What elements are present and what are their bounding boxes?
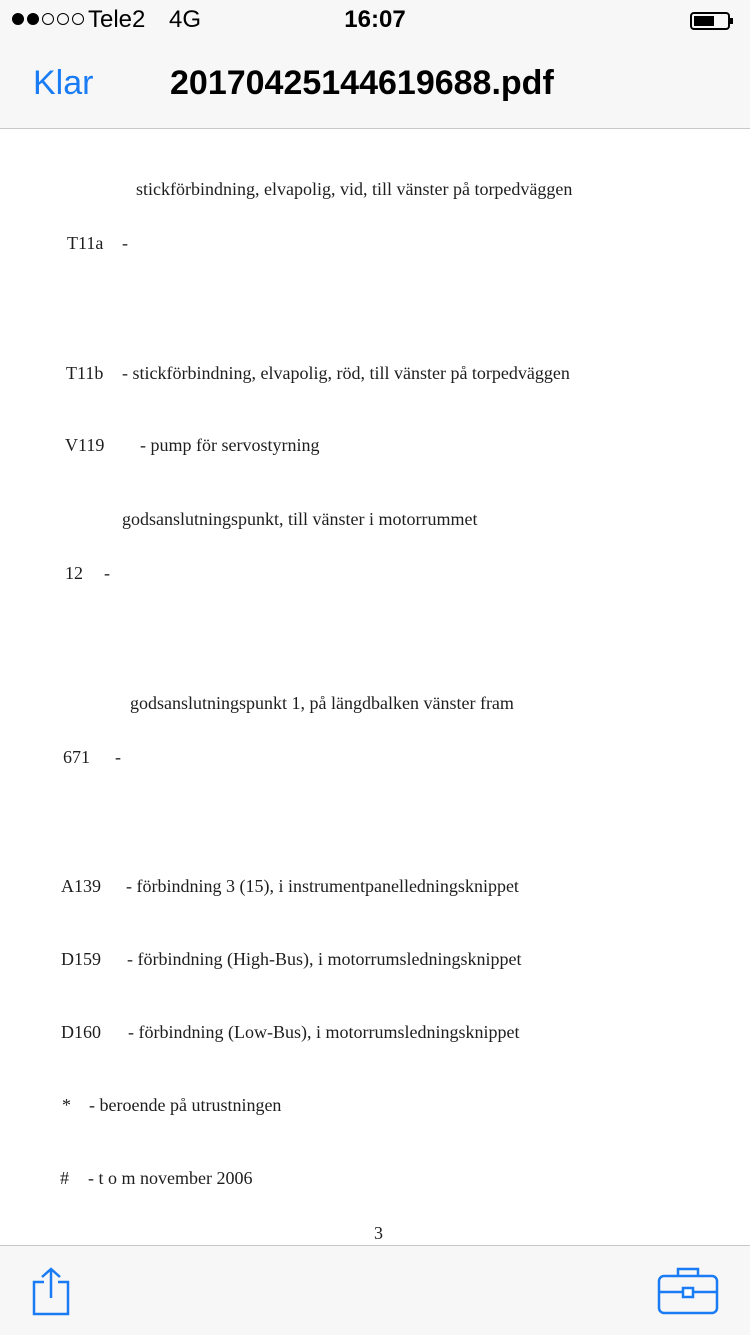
network-type: 4G (169, 6, 202, 33)
doc-line: T11b (66, 363, 104, 383)
doc-line: # (60, 1168, 69, 1188)
doc-line: A139 (61, 876, 101, 896)
document-title: 20170425144619688.pdf (170, 64, 554, 102)
carrier-name: Tele2 (88, 6, 146, 33)
battery-icon (690, 12, 734, 30)
bottom-toolbar (0, 1245, 750, 1335)
doc-line: godsanslutningspunkt 1, på längdbalken vänster fram (130, 693, 514, 713)
done-button[interactable]: Klar (33, 64, 94, 102)
doc-line: - beroende på utrustningen (89, 1095, 282, 1115)
doc-line: T11a (67, 233, 104, 253)
doc-line: - t o m november 2006 (88, 1168, 253, 1188)
navigation-bar (0, 40, 750, 129)
doc-line: - stickförbindning, elvapolig, röd, till vänster på torpedväggen (122, 363, 570, 383)
doc-line: V119 (65, 435, 105, 455)
doc-line: 12 (65, 563, 83, 583)
doc-line: - förbindning 3 (15), i instrumentpanelledningsknippet (126, 876, 519, 896)
doc-line: - pump för servostyrning (140, 435, 320, 455)
status-bar (0, 0, 750, 40)
doc-line: 671 (63, 747, 90, 767)
page-number: 3 (374, 1223, 383, 1243)
doc-line: - (122, 233, 128, 253)
doc-line: * (62, 1095, 71, 1115)
pdf-page[interactable] (0, 129, 750, 1245)
doc-line: - förbindning (High-Bus), i motorrumsledningsknippet (127, 949, 522, 969)
doc-line: - förbindning (Low-Bus), i motorrumsledningsknippet (128, 1022, 520, 1042)
toolbox-icon[interactable] (656, 1264, 720, 1316)
doc-line: stickförbindning, elvapolig, vid, till vänster på torpedväggen (136, 179, 573, 199)
clock: 16:07 (344, 6, 406, 33)
doc-line: - (115, 747, 121, 767)
doc-line: godsanslutningspunkt, till vänster i motorrummet (122, 509, 478, 529)
doc-line: D159 (61, 949, 101, 969)
doc-line: D160 (61, 1022, 101, 1042)
share-icon[interactable] (28, 1266, 74, 1316)
doc-line: - (104, 563, 110, 583)
